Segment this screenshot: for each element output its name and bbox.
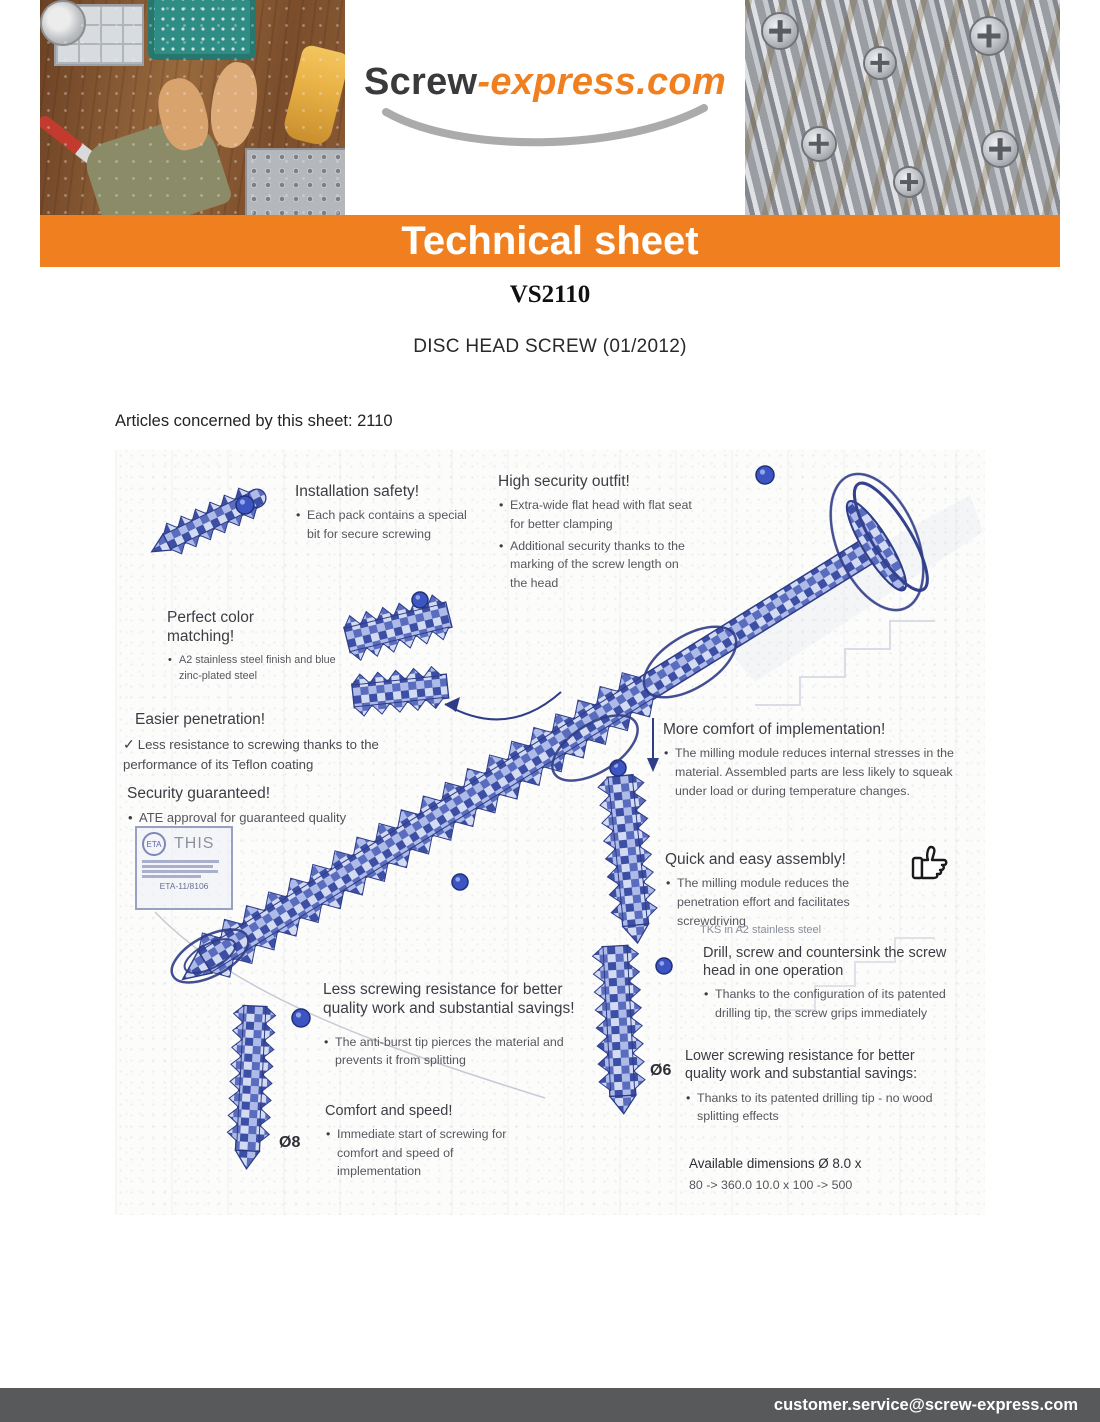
bullet-text: Each pack contains a special bit for secure screwing (307, 508, 467, 541)
eta-logo-text: ETA (146, 839, 162, 849)
banner-title: Technical sheet (401, 218, 699, 263)
dimensions-line1: Available dimensions Ø 8.0 x (689, 1156, 862, 1171)
callout-security-guaranteed (127, 784, 389, 828)
callout-drill-countersink (703, 944, 958, 1022)
callout-more-comfort (663, 720, 968, 800)
callout-bullet (295, 506, 480, 543)
callout-high-security-outfit (498, 472, 698, 592)
stamp-fine-print (142, 860, 226, 878)
technical-sheet-banner (40, 215, 1060, 267)
callout-bullet (498, 496, 698, 533)
logo-swoosh (380, 102, 710, 154)
logo-text-express: -express.com (477, 61, 727, 103)
diameter-label-8: Ø8 (279, 1134, 301, 1151)
callout-title: Quick and easy assembly! (665, 851, 846, 868)
screw-head (803, 128, 835, 160)
callout-easier-penetration (123, 710, 408, 775)
workbench-photo (40, 0, 345, 215)
callout-title: Comfort and speed! (325, 1103, 453, 1119)
callout-title: Lower screwing resistance for better quality work and substantial savings: (685, 1048, 918, 1082)
diagram-panel (115, 450, 985, 1215)
stamp-header (142, 832, 226, 856)
callout-bullet (323, 1033, 578, 1070)
logo-area (345, 0, 745, 215)
callout-lower-resistance (685, 1048, 953, 1126)
bullet-text: ATE approval for guaranteed quality (139, 810, 347, 826)
brand-logo (364, 61, 726, 104)
callout-bullet (685, 1089, 953, 1126)
stamp-big-text: THIS (174, 835, 215, 852)
callout-title: Installation safety! (295, 483, 420, 500)
bullet-text: Immediate start of screwing for comfort and speed of implementation (337, 1127, 507, 1179)
screw-head (895, 168, 923, 196)
callout-bullet (663, 744, 968, 800)
thread-fragment (341, 592, 454, 662)
check-icon: ✓ (123, 736, 135, 753)
screw-head (763, 14, 797, 48)
screw-head (971, 18, 1007, 54)
callout-bullet (127, 808, 389, 828)
bullet-text: Extra-wide flat head with flat seat for better clamping (510, 498, 692, 531)
callout-title: Security guaranteed! (127, 785, 271, 802)
callout-title: Less screwing resistance for better quality work and substantial savings! (323, 981, 575, 1018)
anti-burst-screw (225, 1005, 275, 1170)
callout-less-resistance (323, 980, 578, 1070)
bullet-text: A2 stainless steel finish and blue zinc-plated steel (179, 653, 336, 682)
logo-text-screw: Screw (363, 61, 478, 103)
thumbs-up-icon (910, 840, 956, 891)
milling-module-screw (597, 774, 660, 946)
bullet-text: Less resistance to screwing thanks to the performance of its Teflon coating (123, 737, 379, 773)
articles-line: Articles concerned by this sheet: 2110 (115, 412, 393, 430)
bullet-text: The anti-burst tip pierces the material and prevents it from splitting (335, 1034, 564, 1068)
bullet-text: Thanks to its patented drilling tip - no wood splitting effects (697, 1090, 933, 1124)
document-code: VS2110 (509, 281, 591, 308)
arrowhead (647, 758, 659, 772)
callout-title: High security outfit! (498, 473, 630, 490)
screw-pile-photo (745, 0, 1060, 215)
screw-head (983, 132, 1017, 166)
dimensions-line2: 80 -> 360.0 10.0 x 100 -> 500 (689, 1178, 853, 1192)
callout-body (123, 734, 408, 775)
milling-module-screw (592, 945, 647, 1115)
callout-title: Perfect color matching! (167, 609, 255, 646)
diameter-label-6: Ø6 (650, 1062, 672, 1079)
callout-installation-safety (295, 482, 480, 544)
screw-head (865, 48, 895, 78)
available-dimensions (689, 1156, 949, 1192)
callout-quick-assembly (665, 850, 905, 930)
eta-approval-stamp (135, 826, 233, 910)
document-title: DISC HEAD SCREW (01/2012) (413, 336, 687, 357)
eta-logo-icon (142, 832, 166, 856)
bullet-text: Additional security thanks to the marking of the screw length on the head (510, 538, 685, 590)
tks-note: TKS in A2 stainless steel (700, 924, 822, 936)
callout-bullet (498, 537, 698, 593)
bit-screw (143, 479, 272, 565)
callout-comfort-speed (325, 1102, 540, 1181)
callout-title: More comfort of implementation! (663, 721, 886, 738)
callout-bullet (703, 985, 958, 1022)
bullet-text: The milling module reduces the penetration effort and facilitates screwdriving (677, 876, 850, 928)
footer-bar (0, 1388, 1100, 1422)
callout-title: Drill, screw and countersink the screw head in one operation (703, 945, 947, 980)
scattered-screws (40, 0, 345, 215)
callout-bullet (665, 874, 905, 930)
callout-bullet (325, 1125, 540, 1181)
callout-perfect-color (167, 608, 342, 684)
bullet-text: The milling module reduces internal stresses in the material. Assembled parts are less likely to squeak under load or during temperature changes. (675, 746, 954, 798)
stamp-code: ETA-11/8106 (159, 880, 209, 891)
callout-title: Easier penetration! (135, 711, 266, 728)
bullet-text: Thanks to the configuration of its patented drilling tip, the screw grips immediately (715, 987, 946, 1020)
contact-email-link[interactable]: customer.service@screw-express.com (773, 1395, 1078, 1414)
callout-bullet (167, 652, 342, 684)
